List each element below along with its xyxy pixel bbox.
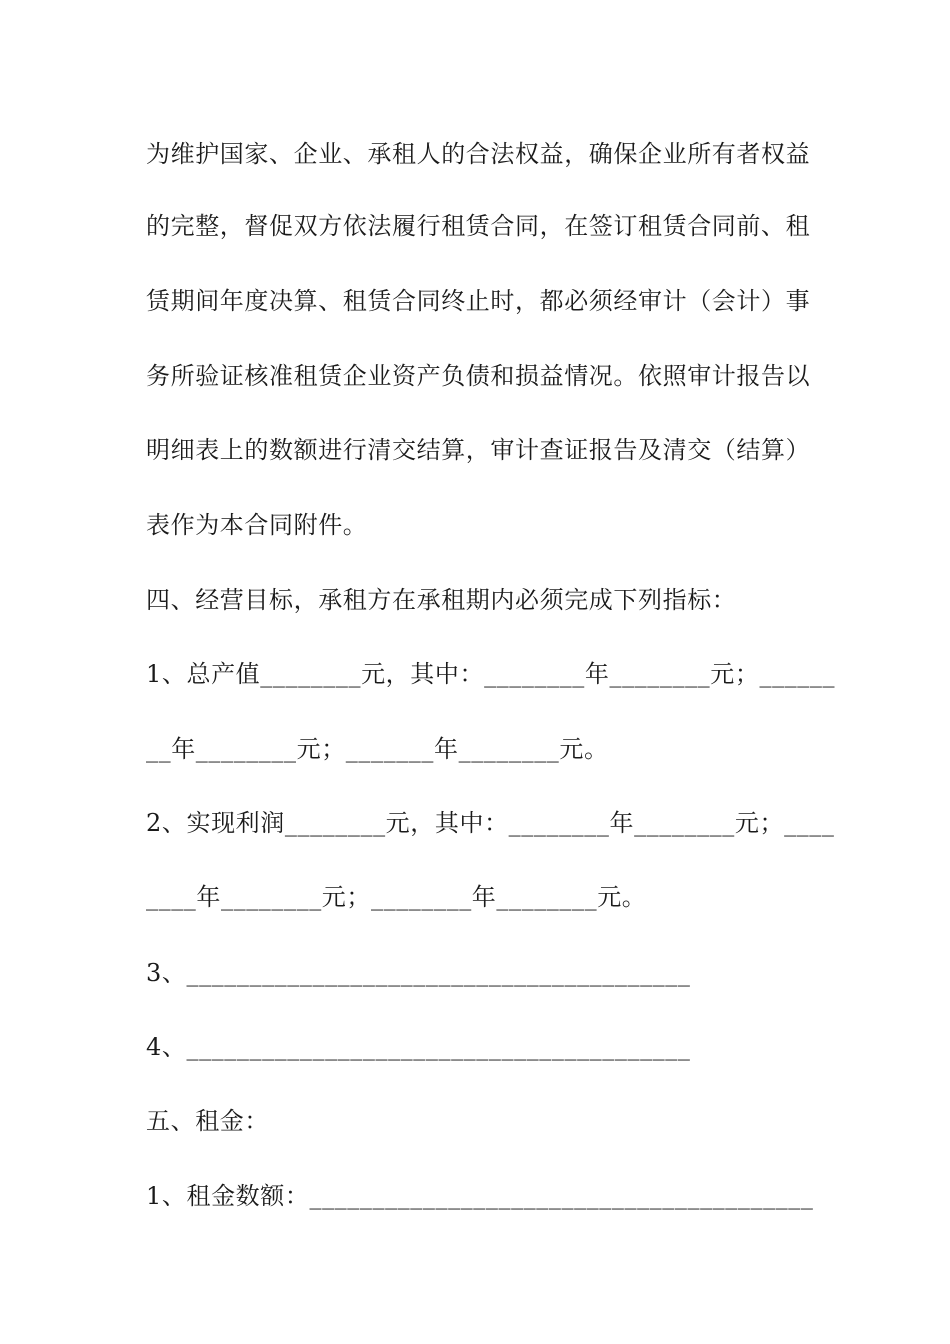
paragraph-line: 为维护国家、企业、承租人的合法权益，确保企业所有者权益 bbox=[146, 140, 811, 168]
paragraph-line: 表作为本合同附件。 bbox=[146, 511, 368, 539]
list-item: 3、________________________________________ bbox=[146, 959, 691, 987]
list-item: 4、________________________________________ bbox=[146, 1033, 691, 1061]
section-heading: 四、经营目标，承租方在承租期内必须完成下列指标： bbox=[146, 586, 737, 614]
paragraph-line: 务所验证核准租赁企业资产负债和损益情况。依照审计报告以 bbox=[146, 362, 811, 390]
list-item: 2、实现利润________元，其中：________年________元；____ bbox=[146, 809, 835, 837]
section-heading: 五、租金： bbox=[146, 1107, 269, 1135]
paragraph-line: 赁期间年度决算、租赁合同终止时，都必须经审计（会计）事 bbox=[146, 287, 811, 315]
list-item: 1、总产值________元，其中：________年________元；______ bbox=[146, 660, 836, 688]
list-item-continuation: __年________元；_______年________元。 bbox=[146, 735, 609, 763]
paragraph-line: 明细表上的数额进行清交结算，审计查证报告及清交（结算） bbox=[146, 436, 811, 464]
paragraph-line: 的完整，督促双方依法履行租赁合同，在签订租赁合同前、租 bbox=[146, 212, 811, 240]
list-item: 1、租金数额：________________________________________ bbox=[146, 1182, 814, 1210]
list-item-continuation: ____年________元；________年________元。 bbox=[146, 883, 647, 911]
